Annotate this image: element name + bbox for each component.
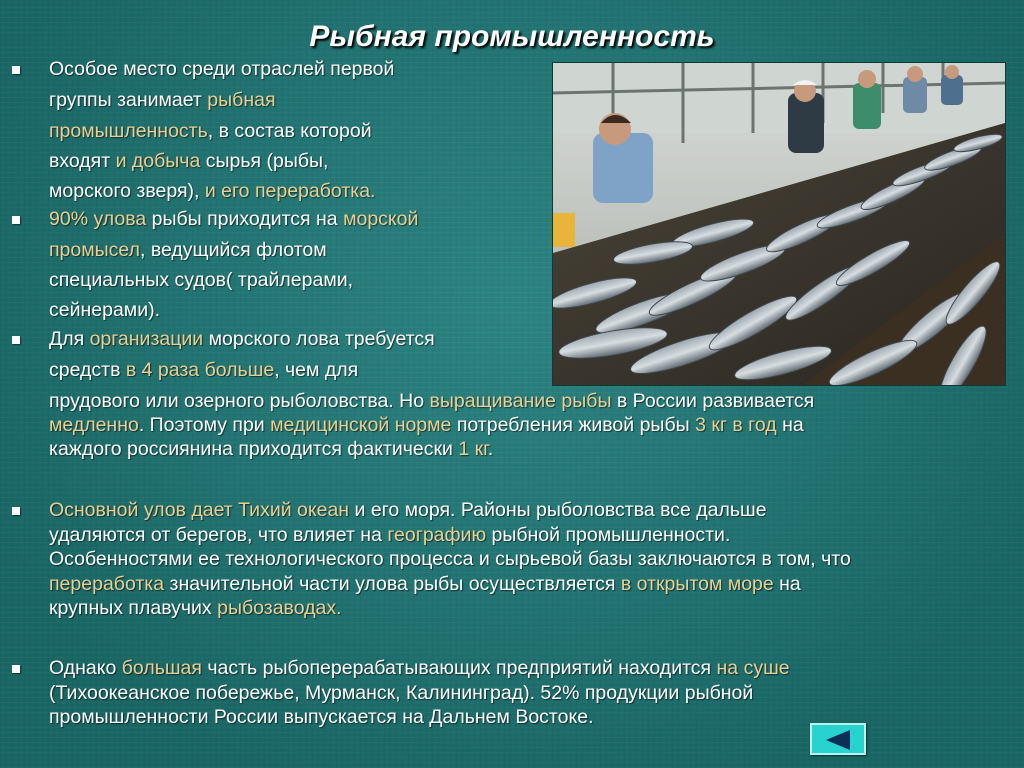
back-nav-button[interactable]: [810, 723, 866, 755]
square-bullet-icon: [12, 507, 20, 515]
square-bullet-icon: [12, 336, 20, 344]
back-arrow-icon: [826, 730, 850, 750]
square-bullet-icon: [12, 66, 20, 74]
slide-title: Рыбная промышленность: [309, 20, 715, 53]
square-bullet-icon: [12, 216, 20, 224]
square-bullet-icon: [12, 665, 20, 673]
fish-processing-photo: [552, 62, 1006, 386]
